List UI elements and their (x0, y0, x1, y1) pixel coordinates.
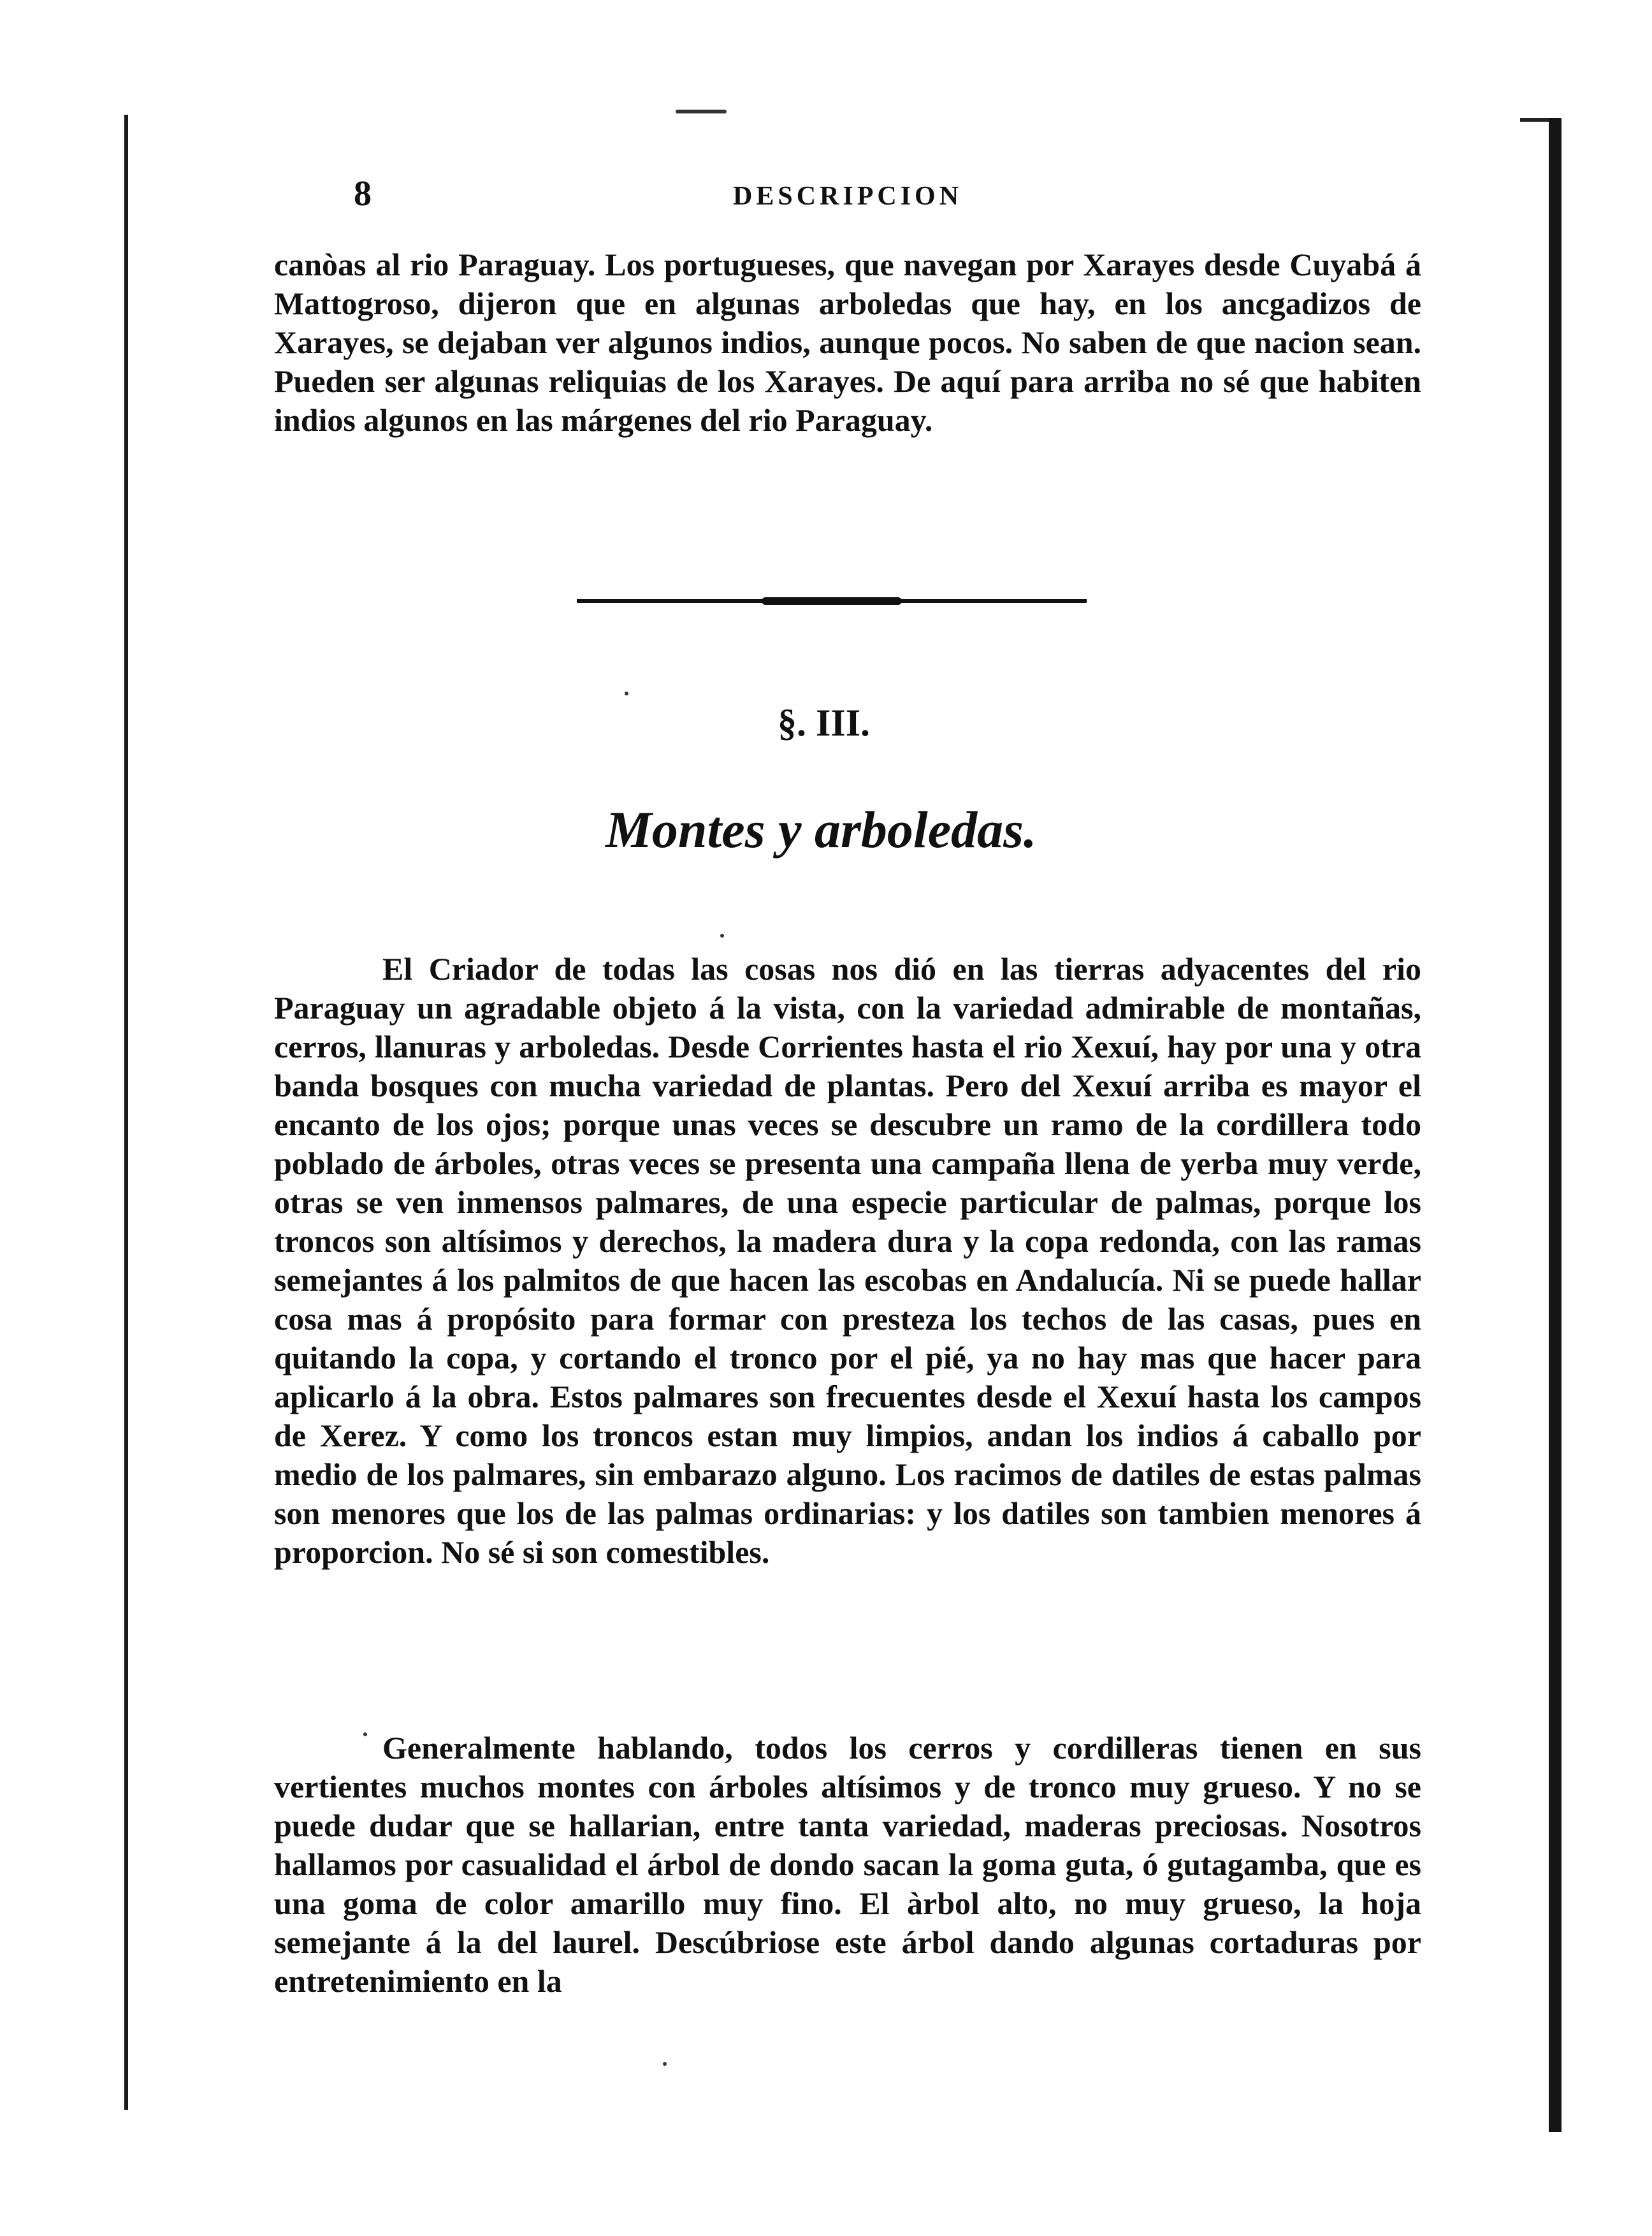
section-divider-rule (577, 598, 1087, 604)
scan-left-edge (124, 115, 128, 2110)
scan-speck (720, 934, 724, 938)
page-number: 8 (354, 174, 372, 214)
body-paragraph-2 (274, 1729, 1421, 2001)
scan-right-edge-tick (1520, 118, 1549, 122)
scan-top-smudge (676, 110, 727, 113)
scan-speck (625, 692, 628, 695)
paragraph-text: Generalmente hablando, todos los cerros y cordilleras tienen en sus vertientes muchos montes con árboles altísimos y de tronco muy grueso. Y no se puede dudar que se hallarian, entre tanta variedad, maderas preciosas. Nosotros hallamos por casualidad el árbol de dondo sacan la goma guta, ó gutagamba, que es una goma de color amarillo muy fino. El àrbol alto, no muy grueso, la hoja semejante á la del laurel. Descúbriose este árbol dando algunas cortaduras por entretenimiento en la (274, 1730, 1421, 1999)
paragraph-text: El Criador de todas las cosas nos dió en las tierras adyacentes del rio Paraguay un agradable objeto á la vista, con la variedad admirable de montañas, cerros, llanuras y arboledas. Desde Corrientes hasta el rio Xexuí, hay por una y otra banda bosques con mucha variedad de plantas. Pero del Xexuí arriba es mayor el encanto de los ojos; porque unas veces se descubre un ramo de la cordillera todo poblado de árboles, otras veces se presenta una campaña llena de yerba muy verde, otras se ven inmensos palmares, de una especie particular de palmas, porque los troncos son altísimos y derechos, la madera dura y la copa redonda, con las ramas semejantes á los palmitos de que hacen las escobas en Andalucía. Ni se puede hallar cosa mas á propósito para formar con presteza los techos de las casas, pues en quitando la copa, y cortando el tronco por el pié, ya no hay mas que hacer para aplicarlo á la obra. Estos palmares son frecuentes desde el Xexuí hasta los campos de Xerez. Y como los troncos estan muy limpios, andan los indios á caballo por medio de los palmares, sin embarazo alguno. Los racimos de datiles de estas palmas son menores que los de las palmas ordinarias: y los datiles son tambien menores á proporcion. No sé si son comestibles. (274, 951, 1421, 1570)
continuation-text: canòas al rio Paraguay. Los portugueses, que navegan por Xarayes desde Cuyabá á Mattogroso, dijeron que en algunas arboledas que hay, en los ancgadizos de Xarayes, se dejaban ver algunos indios, aunque pocos. No saben de que nacion sean. Pueden ser algunas reliquias de los Xarayes. De aquí para arriba no sé que habiten indios algunos en las márgenes del rio Paraguay. (274, 247, 1421, 438)
divider-line (577, 599, 1087, 603)
body-paragraph-1 (274, 950, 1421, 1572)
section-number: §. III. (778, 702, 871, 744)
page-header (354, 173, 1437, 218)
section-title: Montes y arboledas. (605, 801, 1037, 859)
scan-speck (663, 2062, 667, 2066)
scan-right-edge (1549, 118, 1561, 2132)
continuation-paragraph (274, 245, 1421, 440)
running-head: DESCRIPCION (733, 182, 963, 211)
